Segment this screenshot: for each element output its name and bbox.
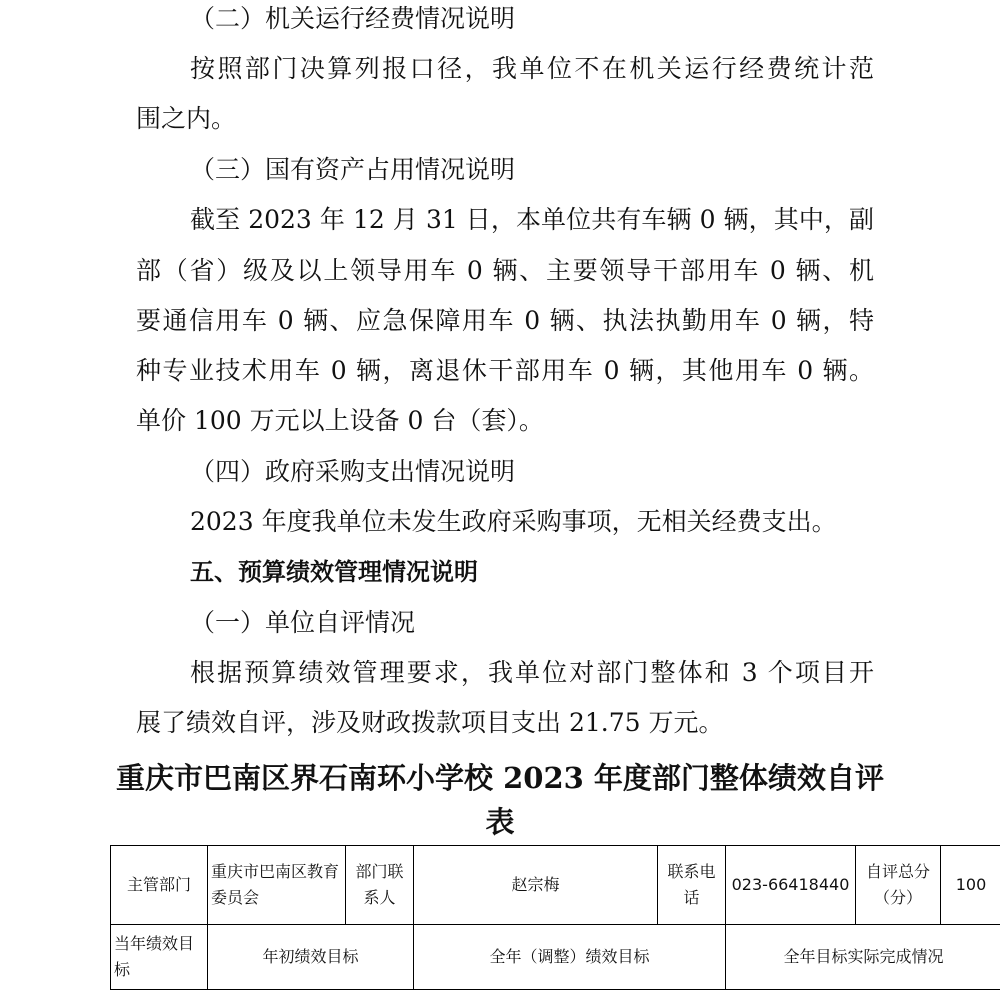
section-two-heading: （二）机关运行经费情况说明	[190, 4, 515, 34]
phone-label: 联系电话	[658, 846, 726, 925]
self-evaluation-heading: （一）单位自评情况	[190, 608, 415, 638]
phone-value: 023-66418440	[726, 846, 856, 925]
table-title-line-1: 重庆市巴南区界石南环小学校 2023 年度部门整体绩效自评	[0, 756, 1000, 797]
section-five-heading: 五、预算绩效管理情况说明	[190, 558, 478, 587]
section-two-paragraph-line-1: 按照部门决算列报口径，我单位不在机关运行经费统计范	[190, 54, 874, 84]
section-three-paragraph-line-5: 单价 100 万元以上设备 0 台（套）。	[136, 406, 544, 436]
dept-contact-value: 赵宗梅	[414, 846, 658, 925]
table-title-line-2: 表	[0, 800, 1000, 841]
annual-goals-label: 当年绩效目标	[111, 925, 208, 990]
section-three-paragraph-line-3: 要通信用车 0 辆、应急保障用车 0 辆、执法执勤用车 0 辆，特	[136, 306, 874, 336]
section-three-heading: （三）国有资产占用情况说明	[190, 155, 515, 185]
section-four-paragraph: 2023 年度我单位未发生政府采购事项，无相关经费支出。	[190, 507, 837, 537]
adjusted-goals-header: 全年（调整）绩效目标	[414, 925, 726, 990]
self-evaluation-paragraph-line-1: 根据预算绩效管理要求，我单位对部门整体和 3 个项目开	[190, 658, 874, 688]
section-three-paragraph-line-1: 截至 2023 年 12 月 31 日，本单位共有车辆 0 辆，其中，副	[190, 205, 874, 235]
section-two-paragraph-line-2: 围之内。	[136, 104, 236, 134]
section-four-heading: （四）政府采购支出情况说明	[190, 457, 515, 487]
table-row	[111, 925, 1000, 990]
section-three-paragraph-line-4: 种专业技术用车 0 辆，离退休干部用车 0 辆，其他用车 0 辆。	[136, 356, 874, 386]
self-score-label: 自评总分（分）	[856, 846, 941, 925]
supervising-dept-value: 重庆市巴南区教育委员会	[208, 846, 346, 925]
actual-completion-header: 全年目标实际完成情况	[726, 925, 1000, 990]
performance-evaluation-table	[110, 845, 1000, 990]
dept-contact-label: 部门联系人	[346, 846, 414, 925]
supervising-dept-label: 主管部门	[111, 846, 208, 925]
table-row	[111, 846, 1000, 925]
self-score-value: 100	[941, 846, 1000, 925]
initial-goals-header: 年初绩效目标	[208, 925, 414, 990]
section-three-paragraph-line-2: 部（省）级及以上领导用车 0 辆、主要领导干部用车 0 辆、机	[136, 256, 874, 286]
self-evaluation-paragraph-line-2: 展了绩效自评，涉及财政拨款项目支出 21.75 万元。	[136, 708, 723, 738]
